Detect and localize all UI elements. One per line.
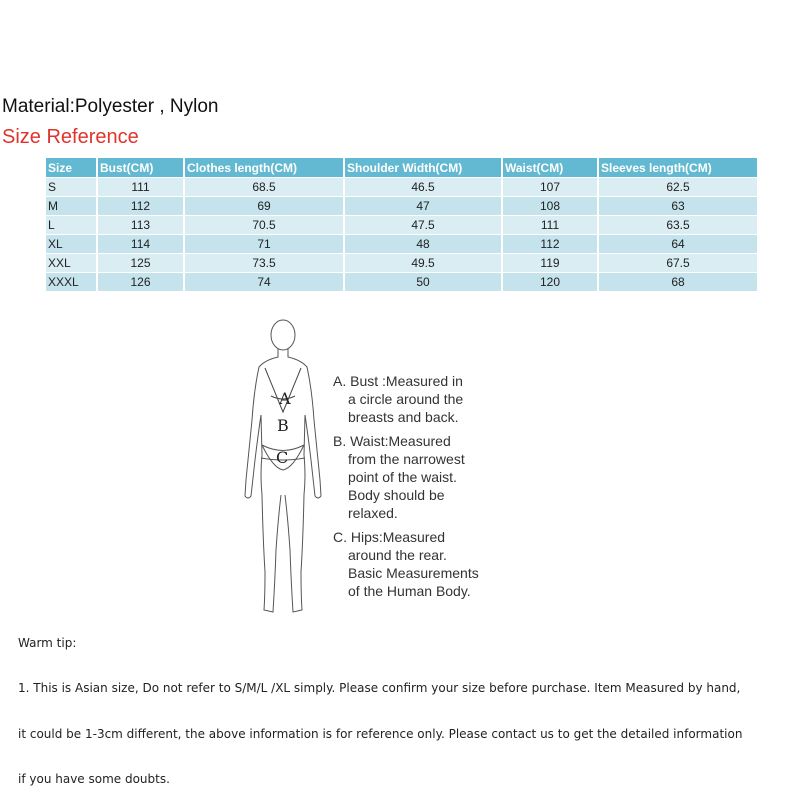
cell-size: XXL [46, 254, 97, 273]
cell-size: M [46, 197, 97, 216]
cell-size: S [46, 178, 97, 197]
cell-shoulder-width: 48 [344, 235, 502, 254]
cell-size: XL [46, 235, 97, 254]
size-reference-title: Size Reference [2, 126, 139, 148]
body-figure-illustration [235, 310, 335, 620]
note-hips-line: around the rear. [348, 547, 447, 563]
note-hips [333, 528, 479, 600]
cell-waist: 119 [502, 254, 598, 273]
note-bust-line: breasts and back. [348, 409, 459, 425]
cell-bust: 113 [97, 216, 184, 235]
cell-waist: 111 [502, 216, 598, 235]
note-hips-line: Basic Measurements [348, 565, 479, 581]
header-sleeves-length: Sleeves length(CM) [598, 158, 758, 178]
table-row [46, 178, 758, 197]
figure-label-c: C [276, 448, 289, 467]
note-waist-line: B. Waist:Measured [333, 433, 451, 449]
cell-bust: 114 [97, 235, 184, 254]
header-clothes-length: Clothes length(CM) [184, 158, 344, 178]
note-bust-line: A. Bust :Measured in [333, 373, 463, 389]
cell-shoulder-width: 49.5 [344, 254, 502, 273]
size-table [46, 158, 759, 292]
cell-shoulder-width: 47 [344, 197, 502, 216]
cell-clothes-length: 68.5 [184, 178, 344, 197]
cell-size: XXXL [46, 273, 97, 292]
cell-size: L [46, 216, 97, 235]
figure-label-a: A [279, 389, 291, 408]
cell-sleeves-length: 64 [598, 235, 758, 254]
note-hips-line: C. Hips:Measured [333, 529, 446, 545]
cell-shoulder-width: 50 [344, 273, 502, 292]
material-text: Material:Polyester , Nylon [2, 96, 219, 117]
cell-bust: 112 [97, 197, 184, 216]
header-shoulder-width: Shoulder Width(CM) [344, 158, 502, 178]
warm-tip-line-3: if you have some doubts. [18, 772, 170, 786]
cell-bust: 125 [97, 254, 184, 273]
note-waist-line: relaxed. [348, 505, 398, 521]
cell-clothes-length: 73.5 [184, 254, 344, 273]
note-bust [333, 372, 479, 426]
warm-tip-title: Warm tip: [18, 636, 77, 650]
cell-sleeves-length: 63 [598, 197, 758, 216]
cell-shoulder-width: 46.5 [344, 178, 502, 197]
note-hips-line: of the Human Body. [348, 583, 471, 599]
cell-bust: 111 [97, 178, 184, 197]
table-row [46, 216, 758, 235]
cell-clothes-length: 69 [184, 197, 344, 216]
table-header-row [46, 158, 758, 178]
cell-waist: 107 [502, 178, 598, 197]
cell-clothes-length: 70.5 [184, 216, 344, 235]
table-row [46, 273, 758, 292]
table-row [46, 254, 758, 273]
table-row [46, 197, 758, 216]
note-bust-line: a circle around the [348, 391, 464, 407]
cell-sleeves-length: 63.5 [598, 216, 758, 235]
note-waist-line: Body should be [348, 487, 445, 503]
cell-clothes-length: 71 [184, 235, 344, 254]
cell-sleeves-length: 67.5 [598, 254, 758, 273]
header-size: Size [46, 158, 97, 178]
table-row [46, 235, 758, 254]
cell-waist: 108 [502, 197, 598, 216]
warm-tip-line-2: it could be 1-3cm different, the above information is for reference only. Please contact us to get the detailed information [18, 727, 743, 741]
cell-shoulder-width: 47.5 [344, 216, 502, 235]
note-waist [333, 432, 479, 522]
figure-label-b: B [277, 416, 289, 435]
measurement-notes [333, 372, 479, 606]
cell-waist: 112 [502, 235, 598, 254]
note-waist-line: from the narrowest [348, 451, 465, 467]
cell-bust: 126 [97, 273, 184, 292]
cell-clothes-length: 74 [184, 273, 344, 292]
cell-sleeves-length: 62.5 [598, 178, 758, 197]
header-bust: Bust(CM) [97, 158, 184, 178]
warm-tip-line-1: 1. This is Asian size, Do not refer to S/M/L /XL simply. Please confirm your size before purchase. Item Measured by hand, [18, 681, 741, 695]
header-waist: Waist(CM) [502, 158, 598, 178]
note-waist-line: point of the waist. [348, 469, 457, 485]
cell-waist: 120 [502, 273, 598, 292]
cell-sleeves-length: 68 [598, 273, 758, 292]
